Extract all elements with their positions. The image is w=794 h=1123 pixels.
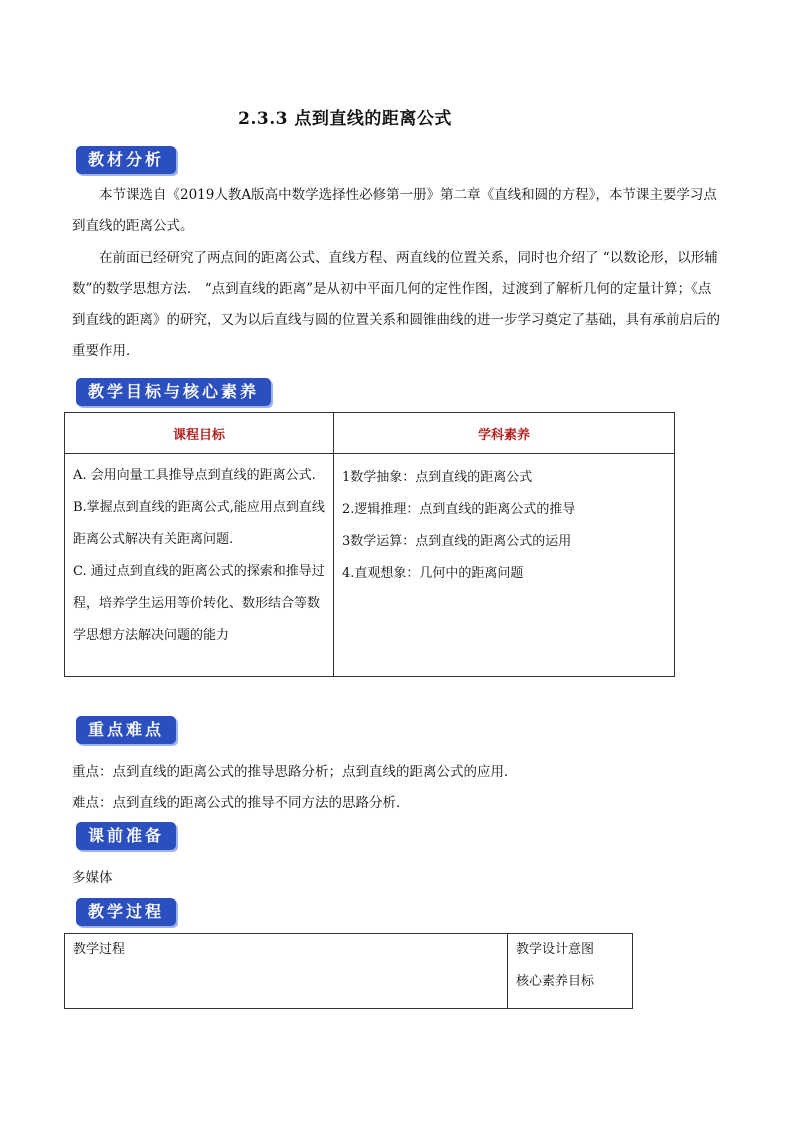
goals-cell	[65, 454, 334, 677]
literacy-item: 4.直观想象：几何中的距离问题	[342, 566, 524, 581]
section-badge-goals: 教学目标与核心素养	[76, 378, 271, 406]
design-intent-label: 教学设计意图	[516, 942, 595, 957]
process-col-design	[508, 934, 633, 1009]
section-badge-process: 教学过程	[76, 898, 176, 926]
goals-table	[64, 412, 675, 677]
literacy-item: 2.逻辑推理：点到直线的距离公式的推导	[342, 502, 576, 517]
analysis-paragraph-2: 在前面已经研究了两点间的距离公式、直线方程、两直线的位置关系，同时也介绍了 “以数论形，以形辅数”的数学思想方法． “点到直线的距离”是从初中平面几何的定性作图，过渡到了解析几何的定量计算；《点到直线的距离》的研究，又为以后直线与圆的位置关系和圆锥曲线的进一步学习奠定了基础，具有承前启后的重要作用．	[72, 250, 720, 359]
page-title: 2.3.3 点到直线的距离公式	[238, 109, 452, 129]
goal-item: A. 会用向量工具推导点到直线的距离公式.	[73, 468, 316, 483]
literacy-cell	[334, 454, 675, 677]
analysis-paragraph-1: 本节课选自《2019人教A版高中数学选择性必修第一册》第二章《直线和圆的方程》，本节课主要学习点到直线的距离公式。	[72, 187, 717, 234]
literacy-item: 1数学抽象：点到直线的距离公式	[342, 470, 533, 485]
section-badge-keypoints: 重点难点	[76, 716, 176, 744]
goals-list	[65, 454, 333, 658]
literacy-list	[334, 454, 674, 598]
prep-text: 多媒体	[72, 870, 113, 886]
goal-item: C. 通过点到直线的距离公式的探索和推导过程，培养学生运用等价转化、数形结合等数学思想方法解决问题的能力	[73, 564, 325, 643]
goals-header-course: 课程目标	[65, 413, 334, 454]
focus-text: 重点：点到直线的距离公式的推导思路分析；点到直线的距离公式的应用．	[72, 764, 518, 780]
literacy-goal-label: 核心素养目标	[516, 974, 595, 989]
process-header: 教学过程	[73, 942, 126, 957]
goal-item: B.掌握点到直线的距离公式,能应用点到直线距离公式解决有关距离问题.	[73, 500, 325, 547]
process-col-main	[65, 934, 508, 1009]
difficulty-text: 难点：点到直线的距离公式的推导不同方法的思路分析．	[72, 795, 410, 811]
literacy-item: 3数学运算：点到直线的距离公式的运用	[342, 534, 572, 549]
section-badge-analysis: 教材分析	[76, 146, 176, 174]
section-badge-prep: 课前准备	[76, 822, 176, 850]
process-table	[64, 933, 633, 1009]
goals-header-literacy: 学科素养	[334, 413, 675, 454]
